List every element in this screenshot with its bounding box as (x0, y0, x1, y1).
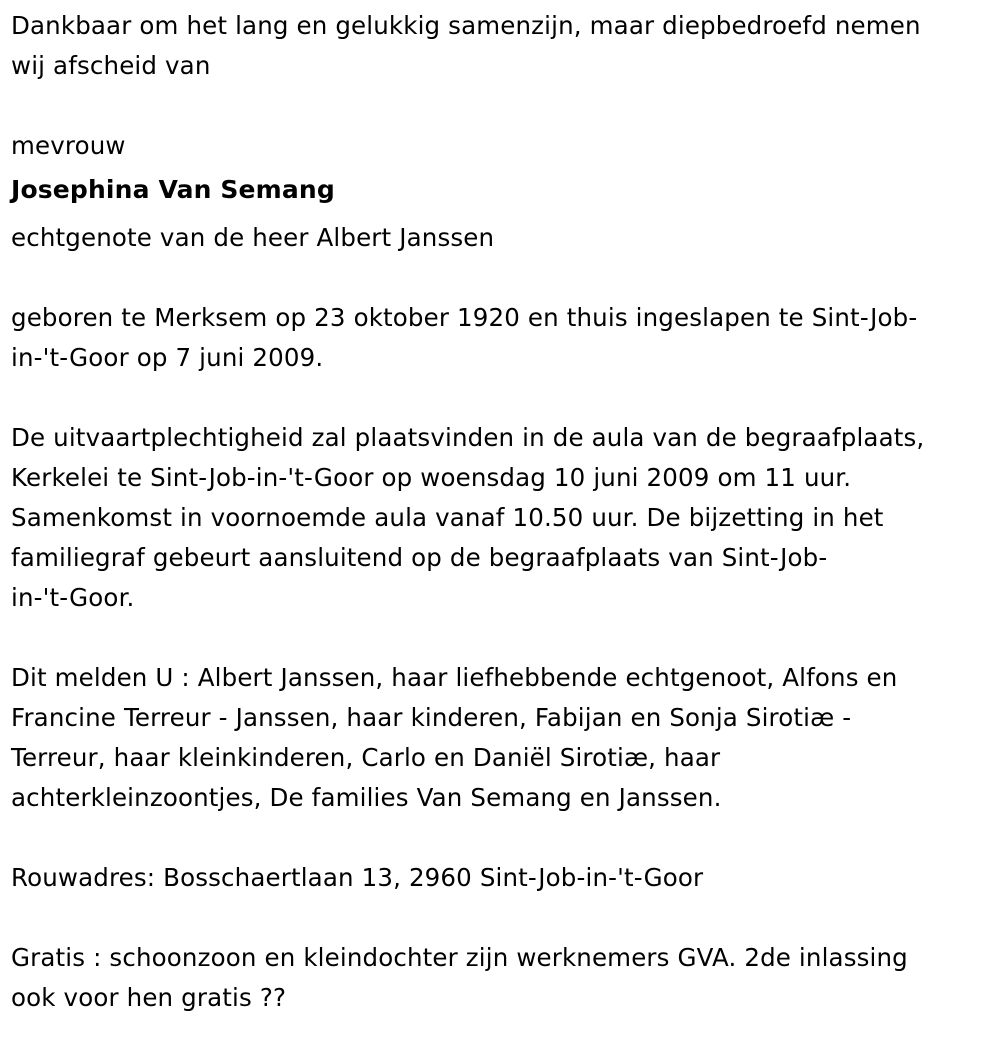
birth-death-line: geboren te Merksem op 23 oktober 1920 en thuis ingeslapen te Sint-Job- (11, 303, 918, 332)
ceremony-line: familiegraf gebeurt aansluitend op de begraafplaats van Sint-Job- (11, 543, 828, 572)
paragraph-spacer (11, 618, 991, 658)
intro-line: wij afscheid van (11, 51, 211, 80)
paragraph-spacer (11, 258, 991, 298)
paragraph-spacer (11, 86, 991, 126)
ceremony-line: De uitvaartplechtigheid zal plaatsvinden in de aula van de begraafplaats, (11, 423, 925, 452)
note-line: ook voor hen gratis ?? (11, 983, 287, 1012)
paragraph-spacer (11, 378, 991, 418)
note-line: Gratis : schoonzoon en kleindochter zijn werknemers GVA. 2de inlassing (11, 943, 908, 972)
announced-by-line: Francine Terreur - Janssen, haar kinderen, Fabijan en Sonja Sirotiæ - (11, 703, 852, 732)
birth-death-paragraph (11, 298, 991, 378)
mourning-address: Rouwadres: Bosschaertlaan 13, 2960 Sint-Job-in-'t-Goor (11, 863, 704, 892)
intro-paragraph (11, 6, 991, 86)
birth-death-line: in-'t-Goor op 7 juni 2009. (11, 343, 324, 372)
ceremony-line: Kerkelei te Sint-Job-in-'t-Goor op woensdag 10 juni 2009 om 11 uur. (11, 463, 852, 492)
announced-by-line: Dit melden U : Albert Janssen, haar liefhebbende echtgenoot, Alfons en (11, 663, 898, 692)
paragraph-spacer (11, 818, 991, 858)
announced-by-line: Terreur, haar kleinkinderen, Carlo en Daniël Sirotiæ, haar (11, 743, 721, 772)
ceremony-line: Samenkomst in voornoemde aula vanaf 10.50 uur. De bijzetting in het (11, 503, 884, 532)
honorific: mevrouw (11, 131, 126, 160)
spouse-line: echtgenote van de heer Albert Janssen (11, 223, 495, 252)
ceremony-line: in-'t-Goor. (11, 583, 135, 612)
note-paragraph (11, 938, 991, 1018)
announced-by-paragraph (11, 658, 991, 818)
announced-by-line: achterkleinzoontjes, De families Van Semang en Janssen. (11, 783, 722, 812)
ceremony-paragraph (11, 418, 991, 618)
paragraph-spacer (11, 898, 991, 938)
deceased-name: Josephina Van Semang (11, 175, 335, 204)
obituary-notice (11, 6, 991, 1018)
intro-line: Dankbaar om het lang en gelukkig samenzijn, maar diepbedroefd nemen (11, 11, 921, 40)
